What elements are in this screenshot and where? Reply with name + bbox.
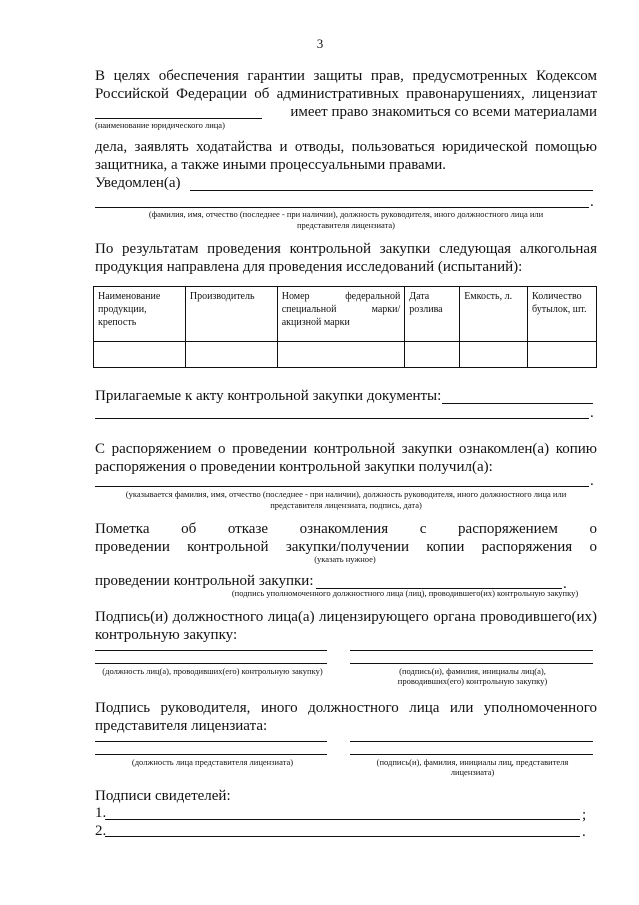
table-cell[interactable]	[94, 342, 186, 368]
witnesses-label: Подписи свидетелей:	[95, 788, 231, 804]
officials-line2: контрольную закупку:	[95, 627, 238, 643]
refusal-line3: проведении контрольной закупки:	[95, 573, 314, 589]
notified-end-dot: .	[590, 194, 594, 210]
officials-caption-left: (должность лиц(а), проводивших(его) контрольную закупку)	[102, 666, 323, 676]
refusal-word: контрольной	[187, 539, 269, 555]
witness-line-1[interactable]	[105, 819, 580, 820]
refusal-word: проведении	[95, 539, 170, 555]
order-end-dot: .	[590, 473, 594, 489]
attached-line-2[interactable]	[95, 418, 589, 419]
witness-line-2[interactable]	[105, 836, 580, 837]
notified-line-2[interactable]	[95, 207, 589, 208]
refusal-word: с	[419, 521, 427, 537]
caption-legal-entity: (наименование юридического лица)	[95, 120, 225, 130]
attached-line-1[interactable]	[442, 403, 593, 404]
witness-end-2: .	[582, 824, 586, 840]
notified-label: Уведомлен(а)	[95, 175, 181, 191]
caption-specify: (указать нужное)	[314, 554, 376, 564]
refusal-word: о	[589, 539, 597, 555]
head-caption-right: (подпись(и), фамилия, инициалы лиц, представителя лицензиата)	[376, 757, 569, 777]
attached-end-dot: .	[590, 405, 594, 421]
para1-line4: дела, заявлять ходатайства и отводы, пользоваться юридической помощью	[95, 139, 597, 155]
refusal-word: об	[181, 521, 197, 537]
refusal-caption: (подпись уполномоченного должностного лица (лиц), проводившего(их) контрольную закупку)	[231, 588, 579, 598]
refusal-word: распоряжения	[481, 539, 573, 555]
table-header-cell: Номер федеральной специальной марки/акцизной марки	[277, 287, 405, 342]
head-right-line-2[interactable]	[350, 754, 593, 755]
table-header-cell: Наименование продукции, крепость	[94, 287, 186, 342]
officials-right-line-1[interactable]	[350, 650, 593, 651]
products-table	[93, 286, 597, 368]
refusal-word: ознакомления	[299, 521, 389, 537]
results-line1: По результатам проведения контрольной закупки следующая алкогольная	[95, 241, 597, 257]
officials-left-line-2[interactable]	[95, 663, 327, 664]
officials-left-line-1[interactable]	[95, 650, 327, 651]
refusal-end-dot: .	[563, 576, 567, 592]
officials-caption-right: (подпись(и), фамилия, инициалы лиц(а), проводивших(его) контрольную закупку)	[397, 666, 548, 686]
table-cell[interactable]	[528, 342, 597, 368]
refusal-word: копии	[426, 539, 465, 555]
head-line1: Подпись руководителя, иного должностного лица или уполномоченного	[95, 700, 597, 716]
attached-label: Прилагаемые к акту контрольной закупки документы:	[95, 388, 442, 404]
head-left-line-2[interactable]	[95, 754, 327, 755]
witness-number-2: 2.	[95, 823, 107, 839]
legal-entity-name-line[interactable]	[95, 118, 262, 119]
head-right-line-1[interactable]	[350, 741, 593, 742]
refusal-line1	[95, 520, 597, 538]
refusal-word: о	[589, 521, 597, 537]
order-line2: распоряжения о проведении контрольной закупки получил(а):	[95, 459, 493, 475]
order-line[interactable]	[95, 486, 589, 487]
witness-number-1: 1.	[95, 805, 107, 821]
order-caption-2: представителя лицензиата, подпись, дата)	[270, 500, 422, 510]
refusal-word: распоряжением	[458, 521, 558, 537]
para1-line3-tail: имеет право знакомиться со всеми материалами	[290, 104, 597, 120]
refusal-word: закупки/получении	[285, 539, 410, 555]
results-line2: продукция направлена для проведения исследований (испытаний):	[95, 259, 523, 275]
officials-line1: Подпись(и) должностного лица(а) лицензирующего органа проводившего(их)	[95, 609, 597, 625]
witness-end-1: ;	[582, 807, 587, 823]
table-row[interactable]	[94, 342, 597, 368]
table-header-row	[94, 287, 597, 342]
page-number: 3	[316, 36, 324, 51]
para1-line1: В целях обеспечения гарантии защиты прав, предусмотренных Кодексом	[95, 68, 597, 84]
table-header-cell: Производитель	[185, 287, 277, 342]
table-cell[interactable]	[460, 342, 528, 368]
refusal-word: Пометка	[95, 521, 150, 537]
order-caption-1: (указывается фамилия, имя, отчество (последнее - при наличии), должность руководителя, иного должностного лица или	[125, 489, 567, 499]
notified-caption-2: представителя лицензиата)	[296, 220, 395, 230]
head-caption-left: (должность лица представителя лицензиата)	[131, 757, 294, 767]
notified-caption-1: (фамилия, имя, отчество (последнее - при наличии), должность руководителя, иного должностного лица или	[148, 209, 544, 219]
officials-right-line-2[interactable]	[350, 663, 593, 664]
table-cell[interactable]	[277, 342, 405, 368]
notified-line-1[interactable]	[190, 190, 593, 191]
para1-line5: защитника, а также иными процессуальными правами.	[95, 157, 447, 173]
table-cell[interactable]	[405, 342, 460, 368]
table-header-cell: Емкость, л.	[460, 287, 528, 342]
table-header-cell: Количество бутылок, шт.	[528, 287, 597, 342]
table-header-cell: Дата розлива	[405, 287, 460, 342]
table-cell[interactable]	[185, 342, 277, 368]
order-line1: С распоряжением о проведении контрольной закупки ознакомлен(а) копию	[95, 441, 597, 457]
refusal-word: отказе	[227, 521, 269, 537]
head-line2: представителя лицензиата:	[95, 718, 268, 734]
para1-line2: Российской Федерации об административных правонарушениях, лицензиат	[95, 86, 597, 102]
head-left-line-1[interactable]	[95, 741, 327, 742]
